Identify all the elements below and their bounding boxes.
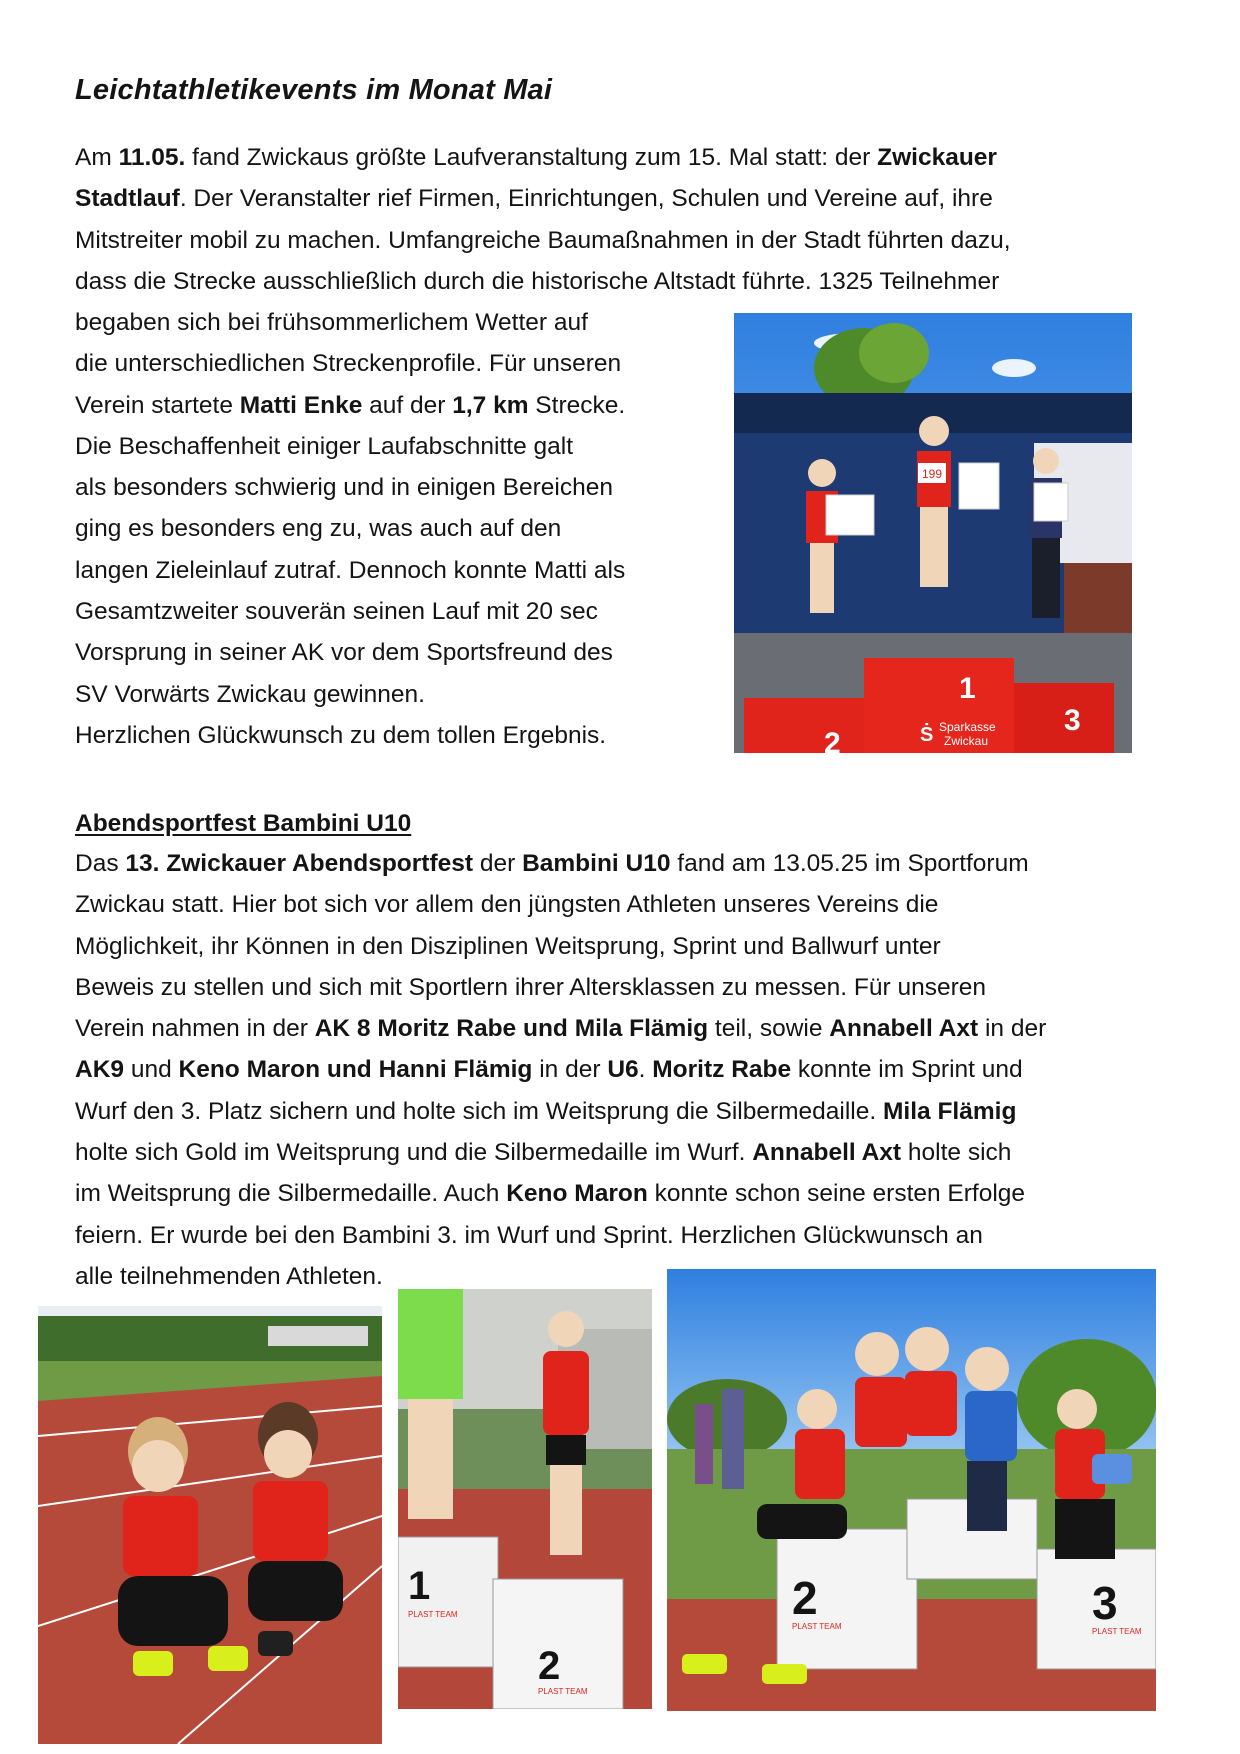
bold-text: Matti Enke [239, 391, 363, 419]
bold-text: Zwickauer [877, 144, 997, 171]
text-line [75, 426, 625, 467]
text-run: begaben sich bei frühsommerlichem Wetter auf [75, 309, 588, 336]
stadtlauf-wrapped-paragraph [75, 302, 625, 756]
text-run: teil, sowie [708, 1015, 830, 1043]
text-line [75, 302, 625, 343]
text-line [75, 1173, 1046, 1214]
bold-text: Annabell Axt [752, 1139, 902, 1167]
text-line [75, 137, 1011, 178]
bold-text: U6 [607, 1056, 639, 1084]
bold-text: AK9 [75, 1056, 125, 1084]
text-line [75, 715, 625, 756]
article-title: Leichtathletikevents im Monat Mai [75, 74, 553, 106]
text-run: holte sich [901, 1139, 1012, 1167]
text-run: die unterschiedlichen Streckenprofile. Für unseren [75, 350, 622, 378]
stadtlauf-intro-paragraph [75, 137, 1011, 302]
bold-text: Annabell Axt [829, 1015, 979, 1043]
group-block-brand-2: PLAST TEAM [1092, 1627, 1142, 1636]
group-block-step-2: 2 [792, 1572, 818, 1624]
sparkasse-logo-icon: Ṡ [920, 724, 934, 746]
bold-text: Stadtlauf [75, 185, 180, 213]
bold-text: Keno Maron und Hanni Flämig [178, 1056, 533, 1084]
abendsportfest-paragraph [75, 843, 1046, 1297]
text-line [75, 967, 1046, 1008]
text-line [75, 674, 625, 715]
text-run: in der [532, 1056, 608, 1084]
bold-text: Keno Maron [506, 1180, 648, 1208]
text-run: und [124, 1056, 179, 1084]
group-block-brand-1: PLAST TEAM [792, 1622, 842, 1631]
text-line [75, 1132, 1046, 1173]
text-run: holte sich Gold im Weitsprung und die Silbermedaille im Wurf. [75, 1139, 753, 1167]
text-line [75, 1049, 1046, 1090]
bold-text: Mila Flämig [883, 1097, 1017, 1125]
bold-text: 13. Zwickauer Abendsportfest [125, 850, 474, 877]
sponsor-label-line1: Sparkasse [939, 720, 996, 734]
text-run: Das [75, 850, 126, 877]
block-step-1: 1 [408, 1564, 431, 1608]
text-run: . Der Veranstalter rief Firmen, Einrichtungen, Schulen und Vereine auf, ihre [179, 185, 993, 213]
text-run: Verein startete [75, 391, 240, 419]
podium-photo [734, 313, 1132, 753]
text-line [75, 550, 625, 591]
block-brand-1: PLAST TEAM [408, 1610, 458, 1619]
podium-step-3: 3 [1064, 704, 1081, 737]
bold-text: AK 8 Moritz Rabe und Mila Flämig [314, 1015, 709, 1043]
text-run: feiern. Er wurde bei den Bambini 3. im Wurf und Sprint. Herzlichen Glückwunsch an [75, 1221, 983, 1249]
podium-block-photo [398, 1289, 652, 1709]
text-run: Zwickau statt. Hier bot sich vor allem den jüngsten Athleten unseres Vereins die [75, 891, 939, 919]
bib-number: 199 [921, 467, 943, 481]
text-line [75, 178, 1011, 219]
text-run: Am [75, 144, 119, 171]
text-line [75, 884, 1046, 925]
bold-text: Moritz Rabe [652, 1056, 792, 1084]
text-run: im Weitsprung die Silbermedaille. Auch [75, 1180, 507, 1208]
block-brand-2: PLAST TEAM [538, 1687, 588, 1696]
text-run: Beweis zu stellen und sich mit Sportlern ihrer Altersklassen zu messen. Für unseren [75, 973, 986, 1001]
text-run: fand am 13.05.25 im Sportforum [670, 850, 1029, 877]
text-run: . [638, 1056, 653, 1084]
kneeling-kids-photo [38, 1306, 382, 1744]
bold-text: 1,7 km [452, 391, 529, 419]
text-run: Vorsprung in seiner AK vor dem Sportsfreund des [75, 639, 613, 667]
block-step-2: 2 [538, 1644, 561, 1688]
text-run: Möglichkeit, ihr Können in den Disziplinen Weitsprung, Sprint und Ballwurf unter [75, 932, 941, 960]
text-run: der [473, 850, 523, 877]
text-run: konnte schon seine ersten Erfolge [647, 1180, 1026, 1208]
podium-step-1: 1 [959, 672, 976, 705]
text-run: alle teilnehmenden Athleten. [75, 1262, 383, 1290]
text-run: als besonders schwierig und in einigen Bereichen [75, 474, 613, 502]
text-run: SV Vorwärts Zwickau gewinnen. [75, 680, 425, 708]
text-line [75, 467, 625, 508]
text-run: Gesamtzweiter souverän seinen Lauf mit 20 sec [75, 598, 598, 626]
text-run: fand Zwickaus größte Laufveranstaltung zum 15. Mal statt: der [185, 144, 878, 171]
text-line [75, 1091, 1046, 1132]
text-line [75, 843, 1046, 884]
text-run: Die Beschaffenheit einiger Laufabschnitte galt [75, 432, 574, 460]
text-line [75, 385, 625, 426]
text-line [75, 508, 625, 549]
podium-step-2: 2 [824, 727, 841, 753]
sponsor-label-line2: Zwickau [944, 734, 989, 748]
text-run: langen Zieleinlauf zutraf. Dennoch konnte Matti als [75, 556, 626, 584]
text-line [75, 343, 625, 384]
text-run: Herzlichen Glückwunsch zu dem tollen Ergebnis. [75, 721, 607, 749]
text-line [75, 1008, 1046, 1049]
text-run: Verein nahmen in der [75, 1015, 315, 1043]
text-line [75, 591, 625, 632]
text-run: ging es besonders eng zu, was auch auf den [75, 515, 562, 543]
text-run: dass die Strecke ausschließlich durch die historische Altstadt führte. 1325 Teilnehmer [75, 267, 1000, 295]
bold-text: Bambini U10 [522, 850, 671, 877]
text-line [75, 261, 1011, 302]
bold-text: 11.05. [118, 144, 186, 171]
text-run: Mitstreiter mobil zu machen. Umfangreiche Baumaßnahmen in der Stadt führten dazu, [75, 226, 1011, 254]
section-heading-bambini: Abendsportfest Bambini U10 [75, 810, 412, 837]
text-run: in der [978, 1015, 1047, 1043]
group-podium-photo [667, 1269, 1156, 1711]
text-run: konnte im Sprint und [791, 1056, 1023, 1084]
text-line [75, 1215, 1046, 1256]
text-line [75, 220, 1011, 261]
text-line [75, 926, 1046, 967]
text-line [75, 632, 625, 673]
text-run: Strecke. [528, 391, 626, 419]
group-block-step-3: 3 [1092, 1577, 1118, 1629]
text-run: Wurf den 3. Platz sichern und holte sich im Weitsprung die Silbermedaille. [75, 1097, 883, 1125]
text-run: auf der [362, 391, 453, 419]
